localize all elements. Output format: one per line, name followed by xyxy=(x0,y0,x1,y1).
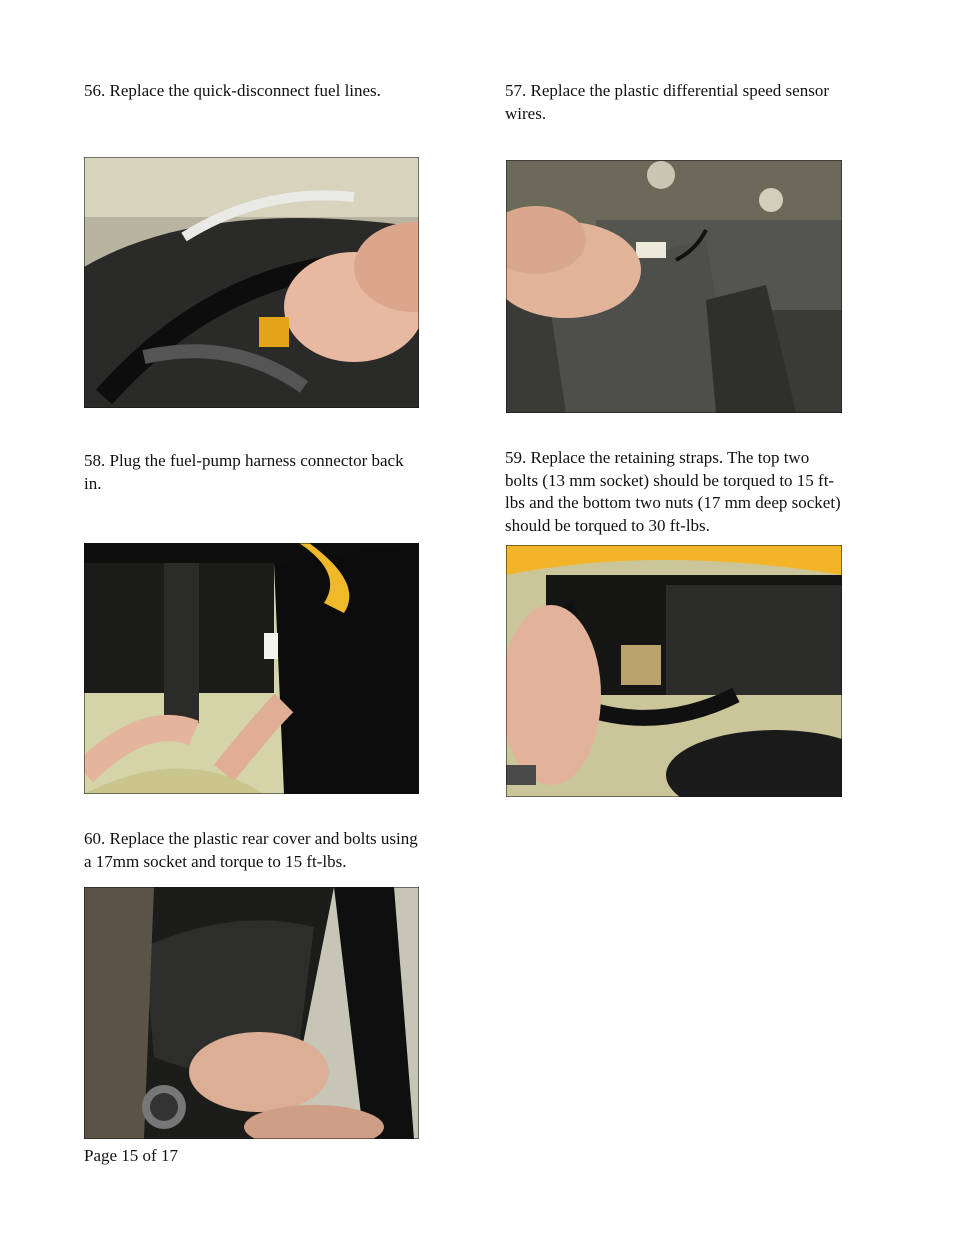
step-58-photo xyxy=(84,543,419,794)
step-59-text: 59. Replace the retaining straps. The top two bolts (13 mm socket) should be torqued to 15 ft-lbs and the bottom two nuts (17 mm deep socket) should be torqued to 30 ft-lbs. xyxy=(505,448,841,535)
step-59-photo xyxy=(506,545,842,797)
step-57-photo xyxy=(506,160,842,413)
step-60-photo xyxy=(84,887,419,1139)
step-56-text: 56. Replace the quick-disconnect fuel lines. xyxy=(84,81,381,100)
step-58-text: 58. Plug the fuel-pump harness connector back in. xyxy=(84,451,404,493)
step-57-text: 57. Replace the plastic differential speed sensor wires. xyxy=(505,81,829,123)
step-56-photo xyxy=(84,157,419,408)
page-number: Page 15 of 17 xyxy=(84,1146,178,1165)
step-60-text: 60. Replace the plastic rear cover and bolts using a 17mm socket and torque to 15 ft-lbs. xyxy=(84,829,418,871)
